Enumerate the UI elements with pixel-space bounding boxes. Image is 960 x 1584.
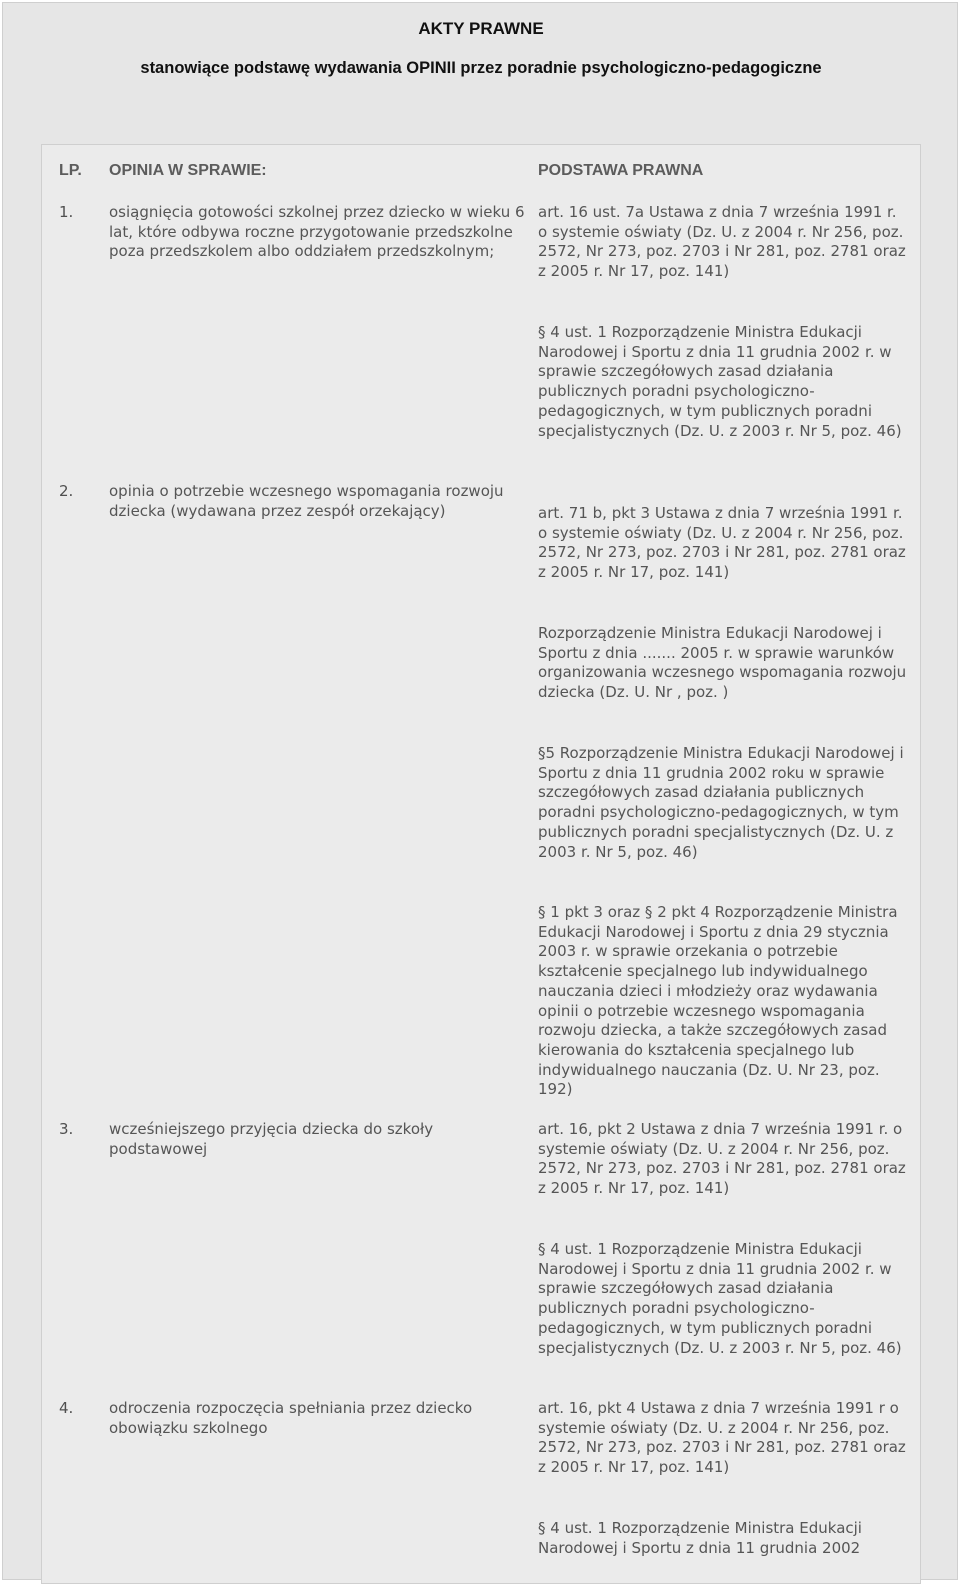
- header-basis: PODSTAWA PRAWNA: [538, 162, 704, 179]
- row-number: 4.: [59, 1399, 74, 1417]
- row-number: 3.: [59, 1120, 74, 1138]
- legal-basis-entry: art. 71 b, pkt 3 Ustawa z dnia 7 września 1991 r. o systemie oświaty (Dz. U. z 2004 r. Nr 256, poz. 2572, Nr 273, poz. 2703 i Nr 281, poz. 2781 oraz z 2005 r. Nr 17, poz. 141): [538, 504, 906, 582]
- header-opinion: OPINIA W SPRAWIE:: [109, 162, 267, 179]
- legal-basis-entry: § 1 pkt 3 oraz § 2 pkt 4 Rozporządzenie Ministra Edukacji Narodowej i Sportu z dnia 29 stycznia 2003 r. w sprawie orzekania o potrzebie kształcenie specjalnego lub indywidualnego nauczania dzieci i młodzieży oraz wydawania opinii o potrzebie wczesnego wspomagania rozwoju dziecka, a także szczegółowych zasad kierowania do kształcenia specjalnego lub indywidualnego nauczania (Dz. U. Nr 23, poz. 192): [538, 903, 898, 1099]
- legal-basis-entry: § 4 ust. 1 Rozporządzenie Ministra Edukacji Narodowej i Sportu z dnia 11 grudnia 2002 r. w sprawie szczegółowych zasad działania publicznych poradni psychologiczno-pedagogicznych, w tym publicznych poradni specjalistycznych (Dz. U. z 2003 r. Nr 5, poz. 46): [538, 1240, 902, 1357]
- row-description: wcześniejszego przyjęcia dziecka do szkoły podstawowej: [109, 1120, 434, 1158]
- document-page: [2, 2, 958, 1580]
- page-title: AKTY PRAWNE: [418, 19, 544, 38]
- legal-basis-entry: § 4 ust. 1 Rozporządzenie Ministra Edukacji Narodowej i Sportu z dnia 11 grudnia 2002 r. w sprawie szczegółowych zasad działania publicznych poradni psychologiczno-pedagogicznych, w tym publicznych poradni specjalistycznych (Dz. U. z 2003 r. Nr 5, poz. 46): [538, 323, 902, 440]
- legal-basis-entry: §5 Rozporządzenie Ministra Edukacji Narodowej i Sportu z dnia 11 grudnia 2002 roku w sprawie szczegółowych zasad działania publicznych poradni psychologiczno-pedagogicznych, w tym publicznych poradni specjalistycznych (Dz. U. z 2003 r. Nr 5, poz. 46): [538, 744, 904, 861]
- legal-basis-entry: Rozporządzenie Ministra Edukacji Narodowej i Sportu z dnia ....... 2005 r. w sprawie warunków organizowania wczesnego wspomagania rozwoju dziecka (Dz. U. Nr , poz. ): [538, 624, 907, 702]
- row-description: opinia o potrzebie wczesnego wspomagania rozwoju dziecka (wydawana przez zespół orzekający): [109, 482, 504, 520]
- row-description: osiągnięcia gotowości szkolnej przez dziecko w wieku 6 lat, które odbywa roczne przygotowanie przedszkolne poza przedszkolem albo oddziałem przedszkolnym;: [109, 203, 525, 261]
- legal-basis-entry: art. 16, pkt 4 Ustawa z dnia 7 września 1991 r o systemie oświaty (Dz. U. z 2004 r. Nr 256, poz. 2572, Nr 273, poz. 2703 i Nr 281, poz. 2781 oraz z 2005 r. Nr 17, poz. 141): [538, 1399, 906, 1477]
- row-number: 2.: [59, 482, 74, 500]
- header-lp: LP.: [59, 162, 82, 179]
- page-subtitle: stanowiące podstawę wydawania OPINII przez poradnie psychologiczno-pedagogiczne: [140, 59, 822, 77]
- row-description: odroczenia rozpoczęcia spełniania przez dziecko obowiązku szkolnego: [109, 1399, 473, 1437]
- legal-acts-table: [41, 144, 921, 1584]
- legal-basis-entry: art. 16, pkt 2 Ustawa z dnia 7 września 1991 r. o systemie oświaty (Dz. U. z 2004 r. Nr 256, poz. 2572, Nr 273, poz. 2703 i Nr 281, poz. 2781 oraz z 2005 r. Nr 17, poz. 141): [538, 1120, 906, 1198]
- legal-basis-entry: art. 16 ust. 7a Ustawa z dnia 7 września 1991 r. o systemie oświaty (Dz. U. z 2004 r. Nr 256, poz. 2572, Nr 273, poz. 2703 i Nr 281, poz. 2781 oraz z 2005 r. Nr 17, poz. 141): [538, 203, 906, 281]
- legal-basis-entry: § 4 ust. 1 Rozporządzenie Ministra Edukacji Narodowej i Sportu z dnia 11 grudnia 2002: [538, 1519, 862, 1557]
- row-number: 1.: [59, 203, 74, 221]
